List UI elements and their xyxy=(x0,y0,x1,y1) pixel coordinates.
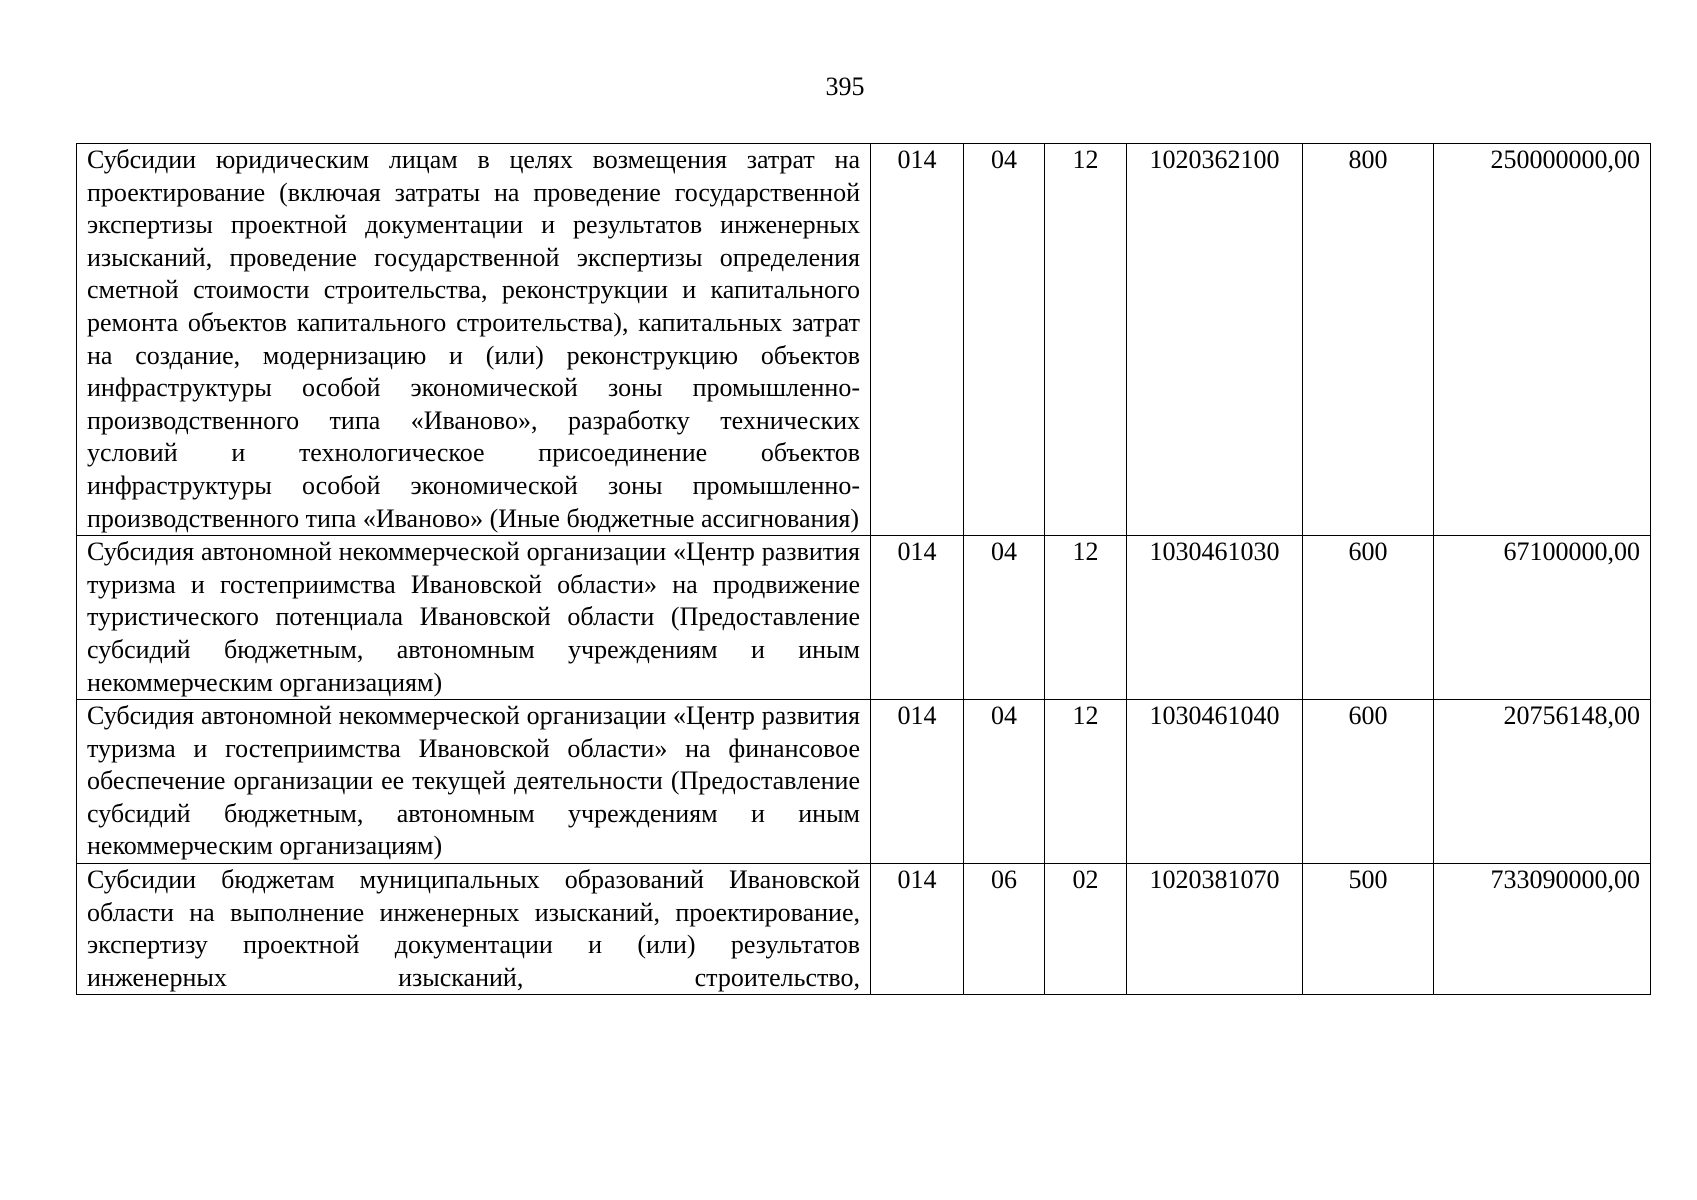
row-expense-type: 800 xyxy=(1303,144,1434,536)
row-code-subsection: 02 xyxy=(1045,864,1127,995)
table-row xyxy=(77,536,1651,700)
row-code-ministry: 014 xyxy=(871,536,964,700)
row-code-ministry: 014 xyxy=(871,864,964,995)
row-target-article: 1020362100 xyxy=(1127,144,1303,536)
row-code-subsection: 12 xyxy=(1045,700,1127,864)
row-code-section: 04 xyxy=(964,144,1045,536)
table-row xyxy=(77,700,1651,864)
row-target-article: 1030461040 xyxy=(1127,700,1303,864)
page-number: 395 xyxy=(825,72,865,101)
row-description: Субсидия автономной некоммерческой организации «Центр развития туризма и гостеприимства Ивановской области» на продвижение туристического потенциала Ивановской области (Предоставление субсидий бюджетным, автономным учреждениям и иным некоммерческим организациям) xyxy=(77,536,871,700)
row-description: Субсидия автономной некоммерческой организации «Центр развития туризма и гостеприимства Ивановской области» на финансовое обеспечение организации ее текущей деятельности (Предоставление субсидий бюджетным, автономным учреждениям и иным некоммерческим организациям) xyxy=(77,700,871,864)
row-expense-type: 600 xyxy=(1303,536,1434,700)
row-description: Субсидии юридическим лицам в целях возмещения затрат на проектирование (включая затраты на проведение государственной экспертизы проектной документации и результатов инженерных изысканий, проведение государственной экспертизы определения сметной стоимости строительства, реконструкции и капитального ремонта объектов капитального строительства), капитальных затрат на создание, модернизацию и (или) реконструкцию объектов инфраструктуры особой экономической зоны промышленно-производственного типа «Иваново», разработку технических условий и технологическое присоединение объектов инфраструктуры особой экономической зоны промышленно-производственного типа «Иваново» (Иные бюджетные ассигнования) xyxy=(77,144,871,536)
row-code-section: 04 xyxy=(964,700,1045,864)
row-code-subsection: 12 xyxy=(1045,536,1127,700)
row-code-ministry: 014 xyxy=(871,700,964,864)
row-code-ministry: 014 xyxy=(871,144,964,536)
row-expense-type: 600 xyxy=(1303,700,1434,864)
row-amount: 20756148,00 xyxy=(1434,700,1651,864)
table-row xyxy=(77,144,1651,536)
row-code-section: 04 xyxy=(964,536,1045,700)
row-amount: 67100000,00 xyxy=(1434,536,1651,700)
row-code-section: 06 xyxy=(964,864,1045,995)
budget-table xyxy=(76,143,1651,995)
row-expense-type: 500 xyxy=(1303,864,1434,995)
row-target-article: 1020381070 xyxy=(1127,864,1303,995)
row-target-article: 1030461030 xyxy=(1127,536,1303,700)
row-amount: 733090000,00 xyxy=(1434,864,1651,995)
row-code-subsection: 12 xyxy=(1045,144,1127,536)
table-row xyxy=(77,864,1651,995)
row-amount: 250000000,00 xyxy=(1434,144,1651,536)
row-description: Субсидии бюджетам муниципальных образований Ивановской области на выполнение инженерных изысканий, проектирование, экспертизу проектной документации и (или) результатов инженерных изысканий, строительство, xyxy=(77,864,871,995)
